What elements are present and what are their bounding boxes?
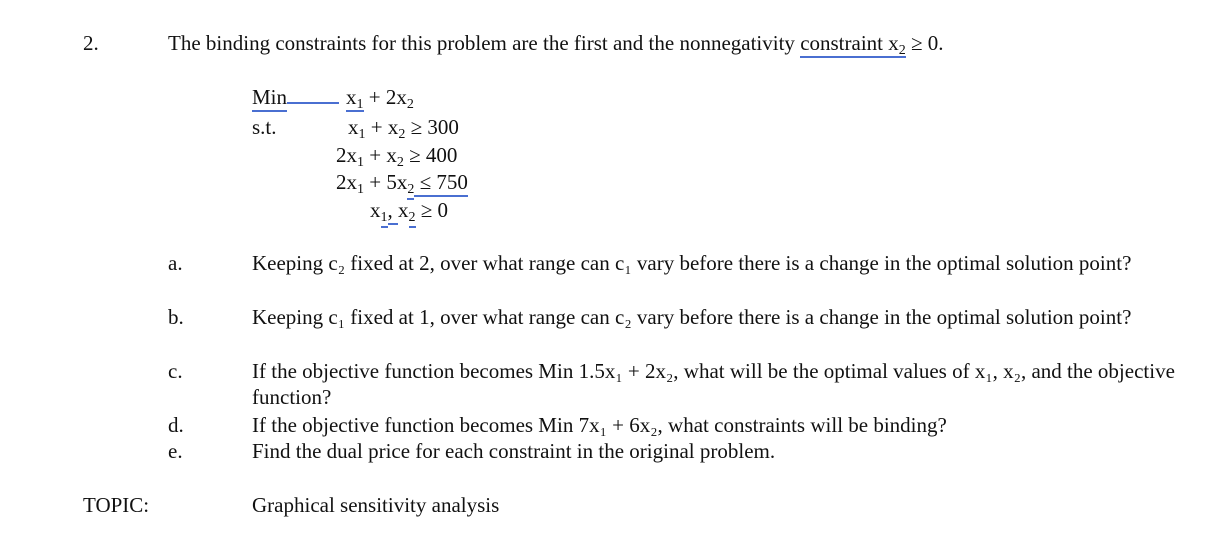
- constraint-2: $2x_1 + x_2 \ge 400$: [336, 143, 458, 170]
- min-label: Min: [252, 84, 339, 110]
- topic-value: Graphical sensitivity analysis: [252, 493, 500, 517]
- question-b-letter: b.: [168, 305, 184, 329]
- question-d-letter: d.: [168, 413, 184, 437]
- constraint-1: $x_1 + x_2 \ge 300$: [348, 115, 459, 142]
- intro-text: The binding constraints for this problem are the first and the nonnegativity: [168, 31, 795, 55]
- nonnegativity: $x_1$, $x_2 \ge 0$: [370, 197, 448, 223]
- objective-function: $x_1 + 2x_2$: [346, 85, 414, 112]
- constraint-3: $2x_1 + 5x_2 \le 750$: [336, 169, 468, 195]
- question-c-text: If the objective function becomes Min 1.5x₁ + 2x₂, what will be the optimal values of x₁, x₂, and the objective function?: [252, 359, 1175, 409]
- question-a-letter: a.: [168, 251, 183, 275]
- topic-label: TOPIC:: [83, 493, 150, 517]
- problem-number: 2.: [83, 31, 99, 55]
- problem-intro: [168, 30, 944, 56]
- intro-tail: ≥ 0.: [905, 31, 944, 55]
- intro-underlined: constraint $x_2$: [800, 31, 906, 58]
- st-label: s.t.: [252, 115, 277, 139]
- question-a-text: Keeping c₂ fixed at 2, over what range can c₁ vary before there is a change in the optimal solution point?: [252, 251, 1132, 275]
- question-d-text: If the objective function becomes Min 7x₁ + 6x₂, what constraints will be binding?: [252, 413, 947, 437]
- question-c-letter: c.: [168, 359, 183, 383]
- question-b-text: Keeping c₁ fixed at 1, over what range can c₂ vary before there is a change in the optimal solution point?: [252, 305, 1132, 329]
- question-e-letter: e.: [168, 439, 183, 463]
- question-e-text: Find the dual price for each constraint in the original problem.: [252, 439, 776, 463]
